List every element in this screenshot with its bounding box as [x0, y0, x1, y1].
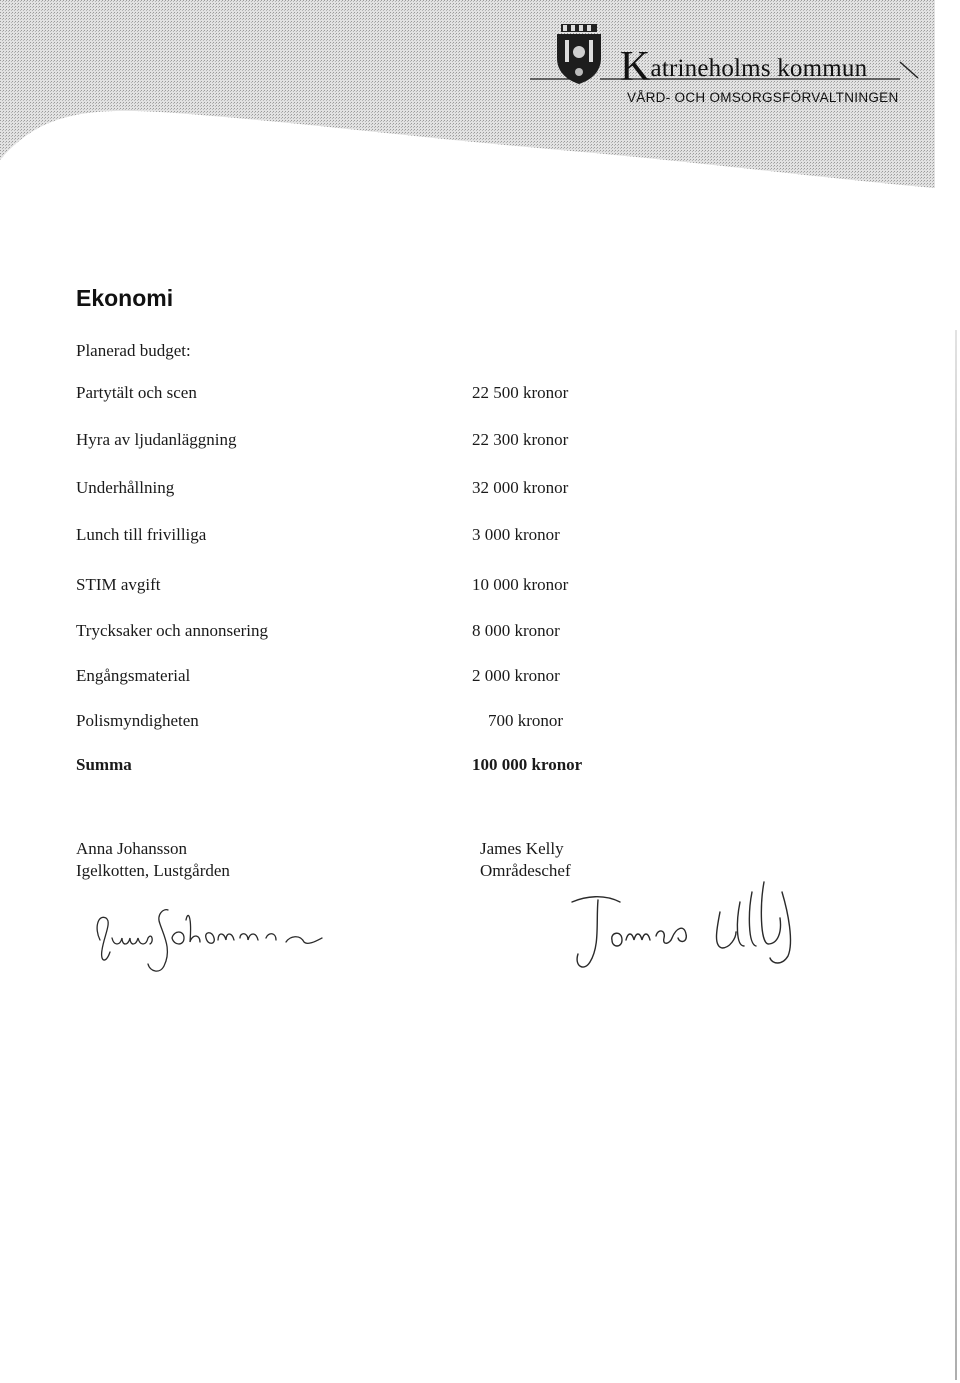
budget-item-label: Partytält och scen: [76, 383, 197, 402]
handwritten-signature-right: [560, 862, 830, 982]
budget-item-amount: 22 300 kronor: [472, 430, 569, 449]
signatory-role: Områdeschef: [480, 861, 571, 880]
budget-item-label: STIM avgift: [76, 575, 161, 594]
budget-item-label: Lunch till frivilliga: [76, 525, 207, 544]
org-name-initial: K: [620, 44, 651, 90]
budget-row: [76, 711, 636, 733]
budget-item-amount: 10 000 kronor: [472, 575, 569, 594]
budget-item-amount: 22 500 kronor: [472, 383, 569, 402]
budget-item-label: Engångsmaterial: [76, 666, 191, 685]
budget-item-amount: 3 000 kronor: [472, 525, 560, 544]
budget-item-amount: 700 kronor: [488, 711, 564, 730]
budget-total-amount: 100 000 kronor: [472, 755, 583, 774]
budget-row: [76, 525, 636, 547]
signatory-name: Anna Johansson: [76, 839, 187, 858]
budget-row: [76, 666, 636, 688]
scan-edge-line: [955, 330, 957, 1380]
budget-row: [76, 575, 636, 597]
budget-item-label: Trycksaker och annonsering: [76, 621, 268, 640]
signatory-right: [480, 838, 571, 882]
organization-name: [620, 42, 868, 90]
budget-intro: Planerad budget:: [76, 341, 191, 360]
org-name-rest: atrineholms kommun: [650, 55, 868, 82]
budget-item-label: Hyra av ljudanläggning: [76, 430, 237, 449]
budget-item-label: Polismyndigheten: [76, 711, 199, 730]
page-title: Ekonomi: [76, 285, 174, 311]
handwritten-signature-left: [90, 880, 330, 990]
signatory-name: James Kelly: [480, 839, 564, 858]
budget-item-label: Underhållning: [76, 478, 175, 497]
coat-of-arms-logo: [553, 22, 605, 86]
budget-row: [76, 430, 636, 452]
budget-row: [76, 383, 636, 405]
budget-row: [76, 621, 636, 643]
budget-item-amount: 32 000 kronor: [472, 478, 569, 497]
budget-item-amount: 2 000 kronor: [472, 666, 560, 685]
budget-total-label: Summa: [76, 755, 132, 774]
budget-total-row: [76, 755, 636, 777]
budget-item-amount: 8 000 kronor: [472, 621, 560, 640]
signatory-left: [76, 838, 230, 882]
department-name: VÅRD- OCH OMSORGSFÖRVALTNINGEN: [627, 90, 899, 105]
signatory-role: Igelkotten, Lustgården: [76, 861, 230, 880]
budget-row: [76, 478, 636, 500]
